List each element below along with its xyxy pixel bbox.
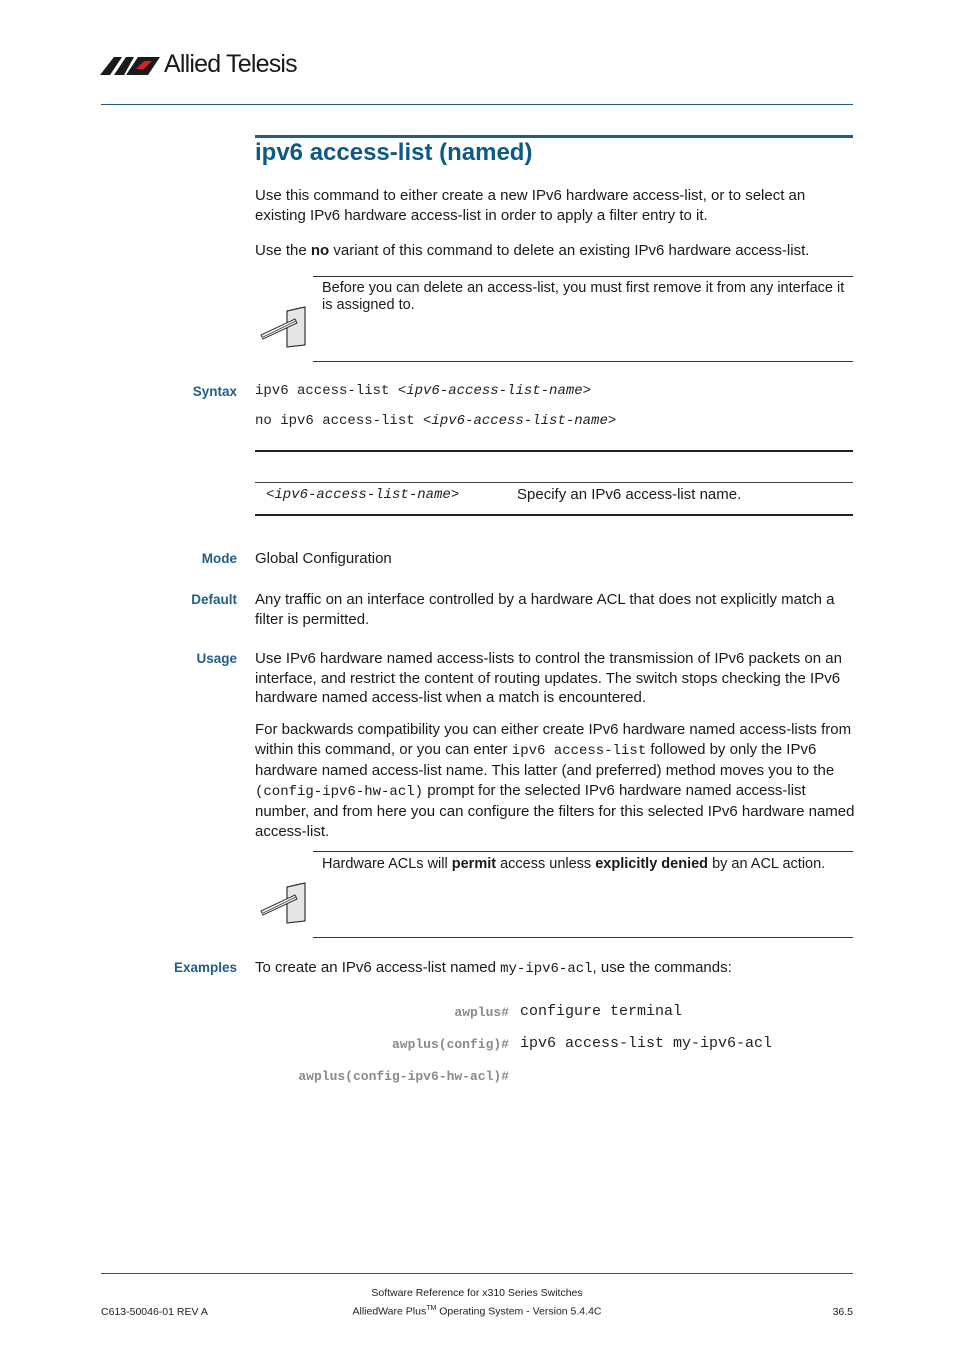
text-span: access unless bbox=[496, 856, 596, 872]
text-span: followed by only the IPv6 hardware named access-list name. This latter (and preferred) method moves you to the bbox=[255, 740, 835, 779]
examples-intro bbox=[255, 958, 855, 980]
mode-text: Global Configuration bbox=[255, 550, 392, 567]
trademark: TM bbox=[426, 1305, 437, 1312]
note-pencil-icon bbox=[259, 881, 309, 925]
inline-code: (config-ipv6-hw-acl) bbox=[255, 783, 424, 800]
note-bottom-rule bbox=[313, 937, 853, 938]
note-pencil-icon bbox=[259, 305, 309, 349]
default-text: Any traffic on an interface controlled by a hardware ACL that does not explicitly match a filter is permitted. bbox=[255, 591, 835, 628]
mode-label: Mode bbox=[201, 551, 237, 566]
cli-prompt: awplus# bbox=[454, 1005, 509, 1020]
bold-explicitly-denied: explicitly denied bbox=[595, 856, 709, 872]
syntax-command: ipv6 access-list bbox=[255, 383, 398, 399]
intro-paragraph-1: Use this command to either create a new IPv6 hardware access-list, or to select an existing IPv6 hardware access-list in order to apply a filter entry to it. bbox=[255, 187, 806, 224]
intro-paragraph-2 bbox=[255, 241, 855, 261]
param-table-header-rule bbox=[255, 482, 853, 483]
bold-no: no bbox=[310, 242, 330, 259]
syntax-label: Syntax bbox=[192, 384, 237, 399]
footer-rule bbox=[101, 1273, 853, 1274]
parameter-name: <ipv6-access-list-name> bbox=[266, 487, 460, 503]
syntax-line-1 bbox=[255, 383, 591, 399]
param-table-description: Specify an IPv6 access-list name. bbox=[517, 486, 742, 503]
cli-prompt: awplus(config)# bbox=[391, 1037, 509, 1052]
param-table-parameter bbox=[266, 487, 459, 503]
param-table-top-rule bbox=[255, 450, 853, 452]
default-label: Default bbox=[191, 592, 237, 607]
text-span: Hardware ACLs will bbox=[322, 856, 452, 872]
note-text bbox=[322, 856, 852, 873]
inline-code: ipv6 access-list bbox=[511, 742, 647, 759]
footer-os-version bbox=[300, 1305, 654, 1318]
header-rule bbox=[101, 104, 853, 105]
usage-label: Usage bbox=[196, 651, 237, 666]
page-title: ipv6 access-list (named) bbox=[255, 139, 533, 166]
cli-command: ipv6 access-list my-ipv6-acl bbox=[520, 1035, 773, 1052]
syntax-parameter: <ipv6-access-list-name> bbox=[423, 413, 617, 429]
cli-prompt: awplus(config-ipv6-hw-acl)# bbox=[298, 1069, 509, 1084]
footer-title: Software Reference for x310 Series Switches bbox=[371, 1287, 583, 1299]
inline-code: my-ipv6-acl bbox=[500, 961, 593, 977]
text-span: AlliedWare Plus bbox=[352, 1305, 427, 1318]
syntax-command: no ipv6 access-list bbox=[255, 413, 424, 429]
syntax-parameter: <ipv6-access-list-name> bbox=[397, 383, 592, 399]
cli-command: configure terminal bbox=[520, 1003, 683, 1020]
title-rule bbox=[255, 135, 853, 138]
param-table-bottom-rule bbox=[255, 514, 853, 516]
bold-permit: permit bbox=[451, 856, 497, 872]
usage-paragraph-1: Use IPv6 hardware named access-lists to control the transmission of IPv6 packets on an interface, and restrict the content of routing updates. The switch stops checking the IPv6 hardware named access-list when a match is encountered. bbox=[255, 650, 842, 706]
note-bottom-rule bbox=[313, 361, 853, 362]
footer-doc-id: C613-50046-01 REV A bbox=[101, 1306, 208, 1318]
text-span: prompt for the selected IPv6 hardware named access-list number, and from here you can configure the filters for this selected IPv6 hardware named access-list. bbox=[255, 781, 855, 840]
footer-page-number: 36.5 bbox=[832, 1306, 853, 1318]
examples-label: Examples bbox=[173, 960, 237, 975]
syntax-line-2 bbox=[255, 413, 616, 429]
allied-telesis-logo bbox=[100, 50, 300, 80]
note-text: Before you can delete an access-list, you must first remove it from any interface it is assigned to. bbox=[322, 280, 845, 313]
logo-mark-icon bbox=[100, 53, 162, 79]
text-span: Operating System - Version 5.4.4C bbox=[436, 1305, 602, 1318]
text-span: Use the bbox=[255, 242, 311, 259]
text-span: variant of this command to delete an existing IPv6 hardware access-list. bbox=[329, 242, 810, 259]
logo-text: Allied Telesis bbox=[164, 50, 297, 78]
text-span: For backwards compatibility you can either create IPv6 hardware named access-lists from within this command, or you can enter bbox=[255, 721, 852, 758]
note-top-rule bbox=[313, 851, 853, 852]
text-span: , use the commands: bbox=[592, 959, 732, 976]
note-top-rule bbox=[313, 276, 853, 277]
text-span: To create an IPv6 access-list named bbox=[255, 959, 501, 976]
usage-paragraph-2 bbox=[255, 720, 855, 841]
text-span: by an ACL action. bbox=[708, 856, 826, 872]
